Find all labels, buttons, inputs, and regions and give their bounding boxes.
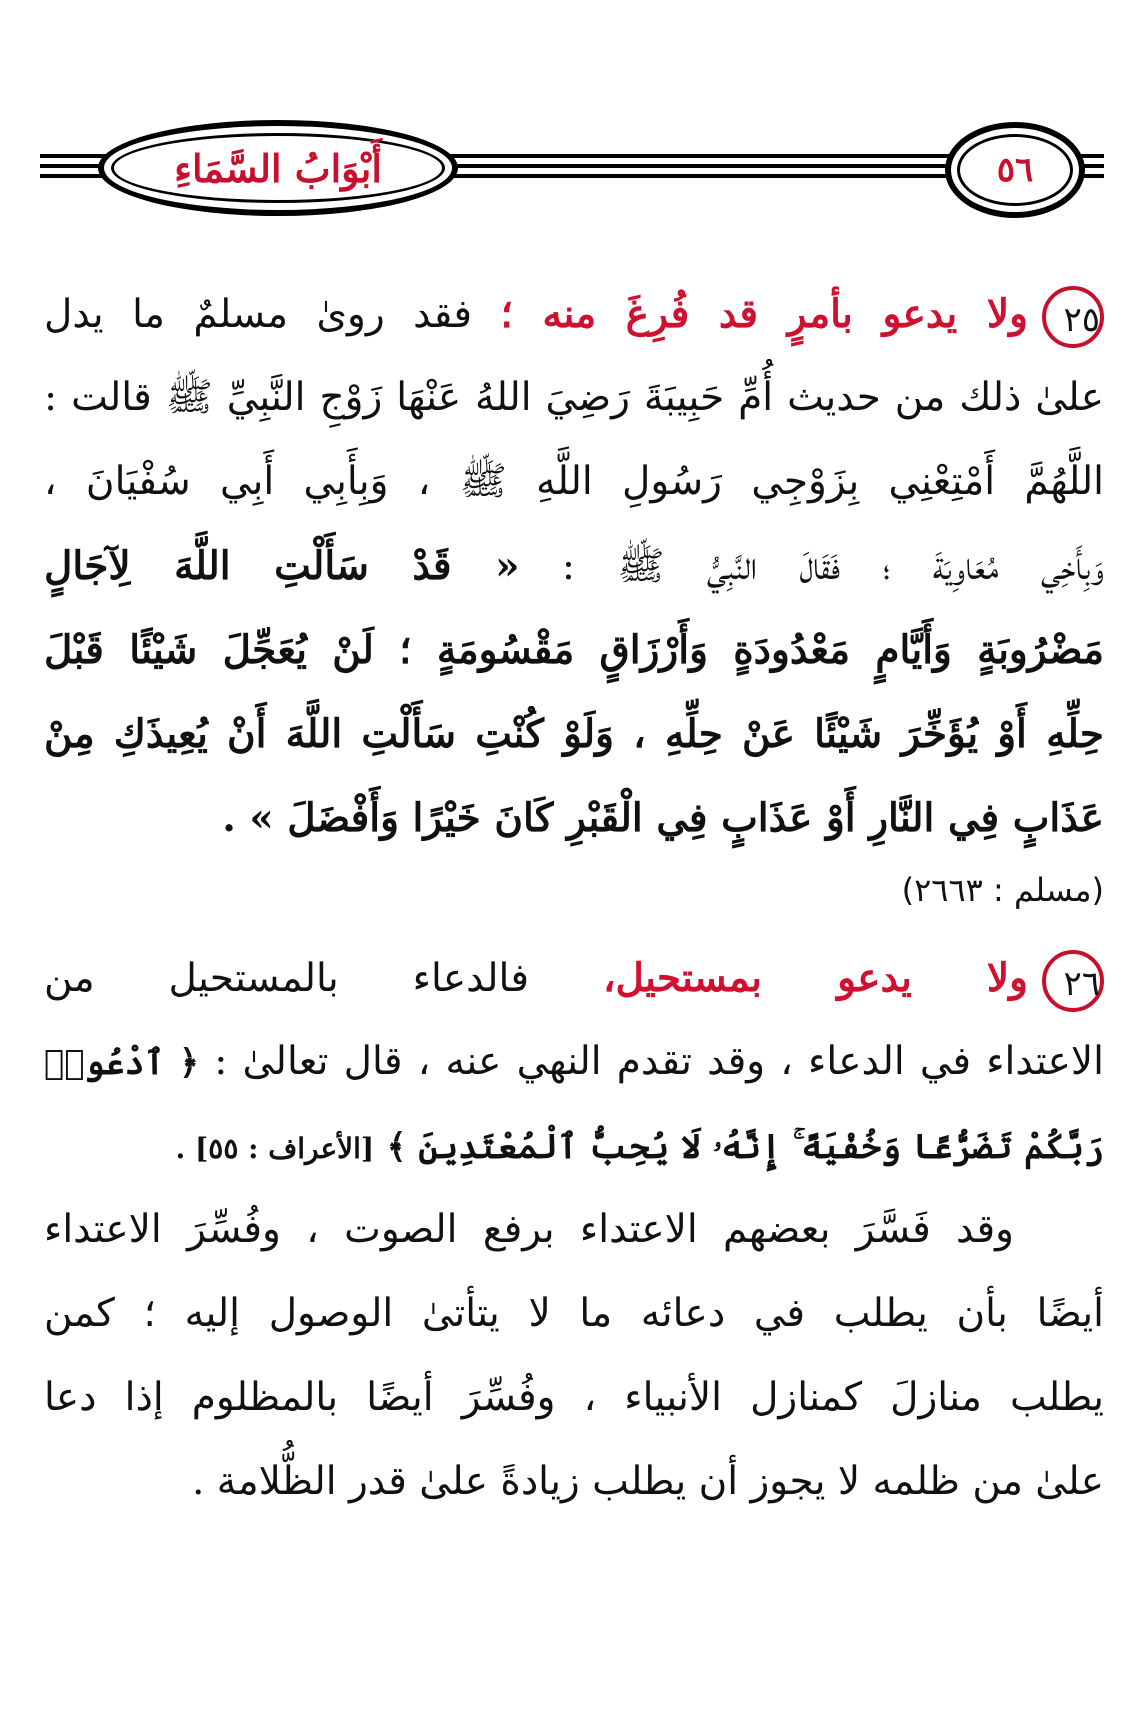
text-line: فالدعاء بالمستحيل من bbox=[44, 956, 529, 1001]
page-number: ٥٦ bbox=[996, 150, 1034, 190]
text-line: أيضًا بأن يطلب في دعائه ما لا يتأتىٰ الوصول إليه ؛ كمن bbox=[44, 1291, 1104, 1336]
section-25-heading: ولا يدعو بأمرٍ قد فُرِغَ منه ؛ bbox=[500, 291, 1028, 337]
text-line: علىٰ من ظلمه لا يجوز أن يطلب زيادةً علىٰ قدر الظُّلامة . bbox=[191, 1459, 1104, 1504]
verse-reference: [الأعراف : ٥٥] . bbox=[175, 1132, 375, 1165]
text-line-with-ayah bbox=[44, 1020, 1104, 1104]
hadith-reference: (مسلم : ٢٦٦٣) bbox=[901, 871, 1104, 909]
hadith-line: عَذَابٍ فِي النَّارِ أَوْ عَذَابٍ فِي الْقَبْرِ كَانَ خَيْرًا وَأَفْضَلَ » . bbox=[222, 795, 1104, 841]
text-line: وقد فَسَّرَ بعضهم الاعتداء برفع الصوت ، وفُسِّرَ الاعتداء bbox=[44, 1207, 1014, 1252]
hadith-text: « قَدْ سَأَلْتِ اللَّهَ لِآجَالٍ bbox=[44, 543, 520, 589]
text-line: الاعتداء في الدعاء ، وقد تقدم النهي عنه ، قال تعالىٰ : bbox=[214, 1039, 1104, 1084]
section-26-number: ٢٦ bbox=[1042, 950, 1104, 1012]
hadith-start-line bbox=[44, 524, 1104, 608]
quran-verse-start: ﴿ ٱدْعُوا۟ bbox=[44, 1043, 200, 1083]
text-line: اللَّهُمَّ أَمْتِعْنِي بِزَوْجِي رَسُولِ اللَّهِ ﷺ ، وَبِأَبِي أَبِي سُفْيَانَ ، bbox=[44, 459, 1104, 504]
section-25-heading-line bbox=[44, 272, 1104, 356]
section-26-heading-line bbox=[44, 936, 1104, 1020]
quran-verse-line bbox=[44, 1104, 1104, 1188]
hadith-line: مَضْرُوبَةٍ وَأَيَّامٍ مَعْدُودَةٍ وَأَرْزَاقٍ مَقْسُومَةٍ ؛ لَنْ يُعَجِّلَ شَيْئًا قَبْلَ bbox=[44, 627, 1104, 673]
page-header bbox=[40, 110, 1104, 240]
text-line: فقد روىٰ مسلمٌ ما يدل bbox=[44, 292, 472, 337]
section-26-heading: ولا يدعو بمستحيل، bbox=[602, 955, 1028, 1001]
text-line: علىٰ ذلك من حديث أُمِّ حَبِيبَةَ رَضِيَ اللهُ عَنْهَا زَوْجِ النَّبِيِّ ﷺ قالت : bbox=[44, 375, 1104, 420]
chapter-title-oval bbox=[98, 120, 458, 216]
quran-verse: رَبَّكُمْ تَضَرُّعًا وَخُفْيَةً ۚ إِنَّهُۥ لَا يُحِبُّ ٱلْمُعْتَدِينَ ﴾ bbox=[386, 1127, 1104, 1167]
text-line: وَبِأَخِي مُعَاوِيَةَ ؛ فَقَالَ النَّبِيُّ ﷺ : bbox=[561, 544, 1104, 589]
page-number-oval bbox=[945, 122, 1085, 218]
section-25-number: ٢٥ bbox=[1042, 286, 1104, 348]
text-line: يطلب منازلَ كمنازل الأنبياء ، وفُسِّرَ أيضًا بالمظلوم إذا دعا bbox=[44, 1375, 1104, 1420]
chapter-title: أَبْوَابُ السَّمَاءِ bbox=[174, 145, 382, 191]
hadith-line: حِلِّهِ أَوْ يُؤَخِّرَ شَيْئًا عَنْ حِلِّهِ ، وَلَوْ كُنْتِ سَأَلْتِ اللَّهَ أَنْ يُعِيذَكِ مِنْ bbox=[44, 711, 1104, 757]
page-body bbox=[44, 272, 1104, 1524]
